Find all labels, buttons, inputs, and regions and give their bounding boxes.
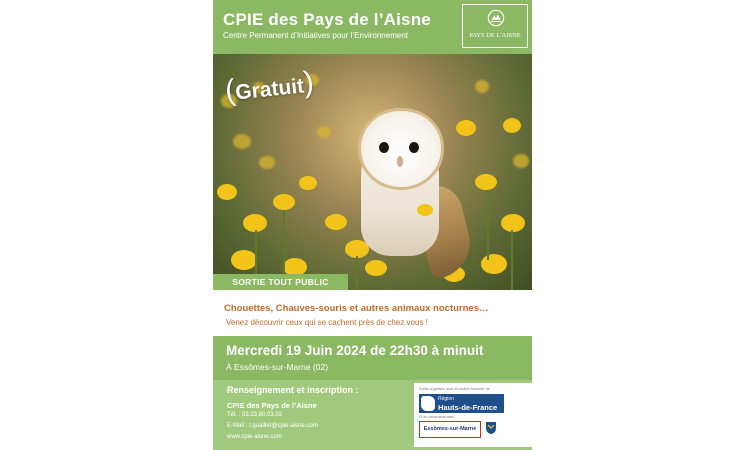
flower — [317, 126, 331, 138]
pays-de-l-aisne-logo — [462, 4, 528, 48]
flower — [475, 80, 489, 93]
flower — [481, 254, 507, 274]
audience-tag: SORTIE TOUT PUBLIC — [213, 274, 348, 290]
contact-phone: Tél. : 03.23.80.03.02 — [227, 412, 283, 418]
flower — [417, 204, 433, 216]
event-poster — [213, 0, 532, 450]
commune-crest-icon — [486, 422, 496, 434]
date-band — [213, 336, 532, 380]
flower — [259, 156, 275, 169]
flower — [233, 134, 251, 149]
region-line2: Hauts-de-France — [438, 403, 498, 412]
flower — [456, 120, 476, 136]
contact-email[interactable]: E-Mail : t.quaillet@cpie-aisne.com — [227, 423, 318, 429]
logo-text: PAYS DE L'AISNE — [469, 32, 521, 39]
flower-stem — [356, 256, 358, 290]
poster-header — [213, 0, 532, 54]
flower — [299, 176, 317, 190]
flower — [475, 174, 497, 190]
flower — [365, 260, 387, 276]
owl-face — [358, 108, 444, 190]
event-subline: Venez découvrir ceux qui se cachent près de chez vous ! — [226, 318, 428, 327]
poster-subtitle: Centre Permanent d’Initiatives pour l’Environnement — [223, 31, 408, 40]
flower — [325, 214, 347, 230]
free-badge — [223, 65, 315, 108]
flower — [217, 184, 237, 200]
contact-org: CPIE des Pays de l’Aisne — [227, 401, 317, 410]
commune-logo: Essômes-sur-Marne — [419, 421, 481, 438]
partners-intro: Sortie organisée avec le soutien financier de : — [419, 387, 492, 391]
contact-title: Renseignement et inscription : — [227, 385, 359, 395]
contact-website[interactable]: www.cpie-aisne.com — [227, 434, 282, 440]
photo-credit — [216, 390, 224, 444]
event-date: Mercredi 19 Juin 2024 de 22h30 à minuit — [226, 343, 484, 358]
event-headline: Chouettes, Chauves-souris et autres animaux nocturnes… — [224, 303, 489, 314]
flower — [503, 118, 521, 133]
flower — [231, 250, 257, 270]
close-paren: ) — [301, 65, 316, 100]
flower-stem — [487, 190, 489, 260]
partnership-label: Et en partenariat avec : — [419, 415, 457, 419]
flower — [273, 194, 295, 210]
region-line1: Région — [438, 396, 454, 402]
partners-box — [414, 383, 532, 447]
flower-stem — [511, 230, 513, 290]
flower-stem — [283, 210, 285, 280]
owl-beak — [397, 156, 403, 167]
region-logo — [419, 394, 504, 413]
owl-eye — [379, 142, 389, 153]
owl-eye — [409, 142, 419, 153]
event-place: À Essômes-sur-Marne (02) — [226, 362, 329, 372]
free-label: Gratuit — [234, 74, 306, 105]
poster-title: CPIE des Pays de l’Aisne — [223, 10, 431, 29]
flower — [513, 154, 529, 168]
flower — [501, 214, 525, 232]
region-emblem-icon — [487, 9, 505, 27]
barn-owl-photo — [213, 54, 532, 290]
open-paren: ( — [223, 73, 237, 108]
region-map-icon — [421, 396, 435, 411]
